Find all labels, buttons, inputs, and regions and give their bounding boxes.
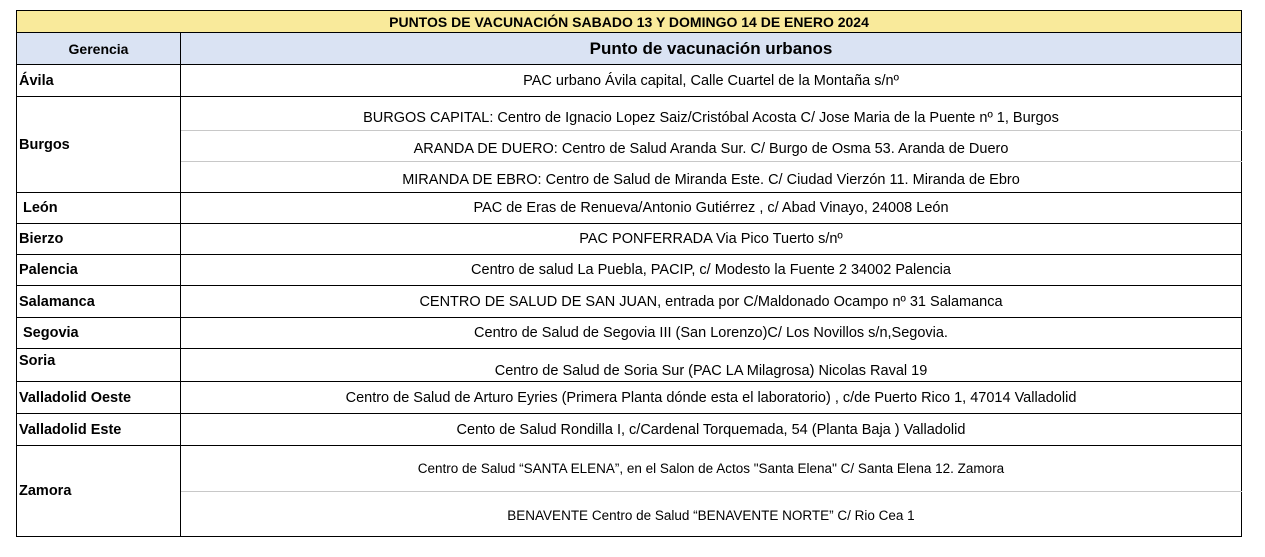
- table-row: [17, 224, 1242, 255]
- gerencia-leon: León: [17, 193, 181, 224]
- punto-valladolid-oeste: Centro de Salud de Arturo Eyries (Primera Planta dónde esta el laboratorio) , c/de Puerto Rico 1, 47014 Valladolid: [181, 382, 1242, 414]
- punto-valladolid-este: Cento de Salud Rondilla I, c/Cardenal Torquemada, 54 (Planta Baja ) Valladolid: [181, 414, 1242, 446]
- table-row: [17, 193, 1242, 224]
- punto-leon: PAC de Eras de Renueva/Antonio Gutiérrez , c/ Abad Vinayo, 24008 León: [181, 193, 1242, 224]
- table-row: [17, 414, 1242, 446]
- table-row: [17, 65, 1242, 97]
- header-gerencia: Gerencia: [17, 33, 181, 65]
- gerencia-zamora: Zamora: [17, 446, 181, 537]
- table-row: [17, 349, 1242, 382]
- table-title: PUNTOS DE VACUNACIÓN SABADO 13 Y DOMINGO 14 DE ENERO 2024: [17, 11, 1242, 33]
- punto-segovia: Centro de Salud de Segovia III (San Lorenzo)C/ Los Novillos s/n,Segovia.: [181, 318, 1242, 349]
- gerencia-segovia: Segovia: [17, 318, 181, 349]
- gerencia-bierzo: Bierzo: [17, 224, 181, 255]
- gerencia-avila: Ávila: [17, 65, 181, 97]
- table-row: [17, 492, 1242, 537]
- table-row: [17, 162, 1242, 193]
- table-row: [17, 382, 1242, 414]
- table-row: [17, 131, 1242, 162]
- table-row: [17, 255, 1242, 286]
- table-row: [17, 318, 1242, 349]
- punto-avila: PAC urbano Ávila capital, Calle Cuartel de la Montaña s/nº: [181, 65, 1242, 97]
- vaccination-points-table: [16, 10, 1242, 537]
- gerencia-burgos: Burgos: [17, 97, 181, 193]
- gerencia-salamanca: Salamanca: [17, 286, 181, 318]
- punto-palencia: Centro de salud La Puebla, PACIP, c/ Modesto la Fuente 2 34002 Palencia: [181, 255, 1242, 286]
- punto-soria: Centro de Salud de Soria Sur (PAC LA Milagrosa) Nicolas Raval 19: [181, 349, 1242, 382]
- table-row: [17, 446, 1242, 492]
- gerencia-soria: Soria: [17, 349, 181, 382]
- header-punto-vacunacion: Punto de vacunación urbanos: [181, 33, 1242, 65]
- gerencia-valladolid-este: Valladolid Este: [17, 414, 181, 446]
- gerencia-palencia: Palencia: [17, 255, 181, 286]
- punto-zamora-benavente: BENAVENTE Centro de Salud “BENAVENTE NORTE” C/ Rio Cea 1: [181, 492, 1242, 537]
- table-row: [17, 97, 1242, 131]
- punto-burgos-capital: BURGOS CAPITAL: Centro de Ignacio Lopez Saiz/Cristóbal Acosta C/ Jose Maria de la Puente nº 1, Burgos: [181, 97, 1242, 131]
- gerencia-valladolid-oeste: Valladolid Oeste: [17, 382, 181, 414]
- punto-miranda: MIRANDA DE EBRO: Centro de Salud de Miranda Este. C/ Ciudad Vierzón 11. Miranda de Ebro: [181, 162, 1242, 193]
- punto-bierzo: PAC PONFERRADA Via Pico Tuerto s/nº: [181, 224, 1242, 255]
- table-row: [17, 286, 1242, 318]
- punto-salamanca: CENTRO DE SALUD DE SAN JUAN, entrada por C/Maldonado Ocampo nº 31 Salamanca: [181, 286, 1242, 318]
- punto-zamora-santa-elena: Centro de Salud “SANTA ELENA”, en el Salon de Actos "Santa Elena" C/ Santa Elena 12. Zamora: [181, 446, 1242, 492]
- punto-aranda: ARANDA DE DUERO: Centro de Salud Aranda Sur. C/ Burgo de Osma 53. Aranda de Duero: [181, 131, 1242, 162]
